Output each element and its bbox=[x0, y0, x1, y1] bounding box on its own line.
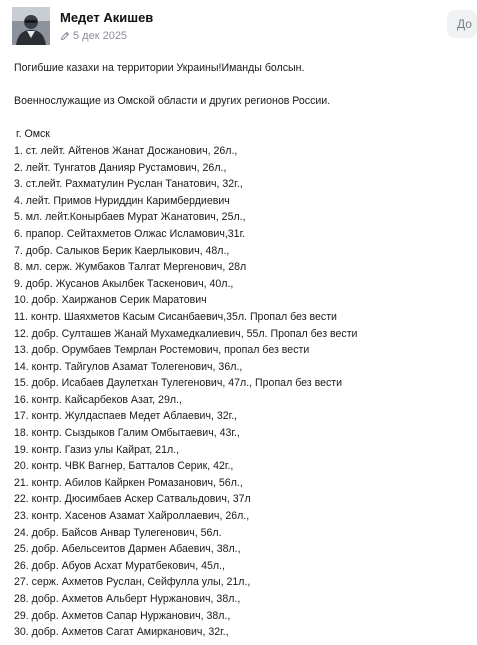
list-item: 15. добр. Исабаев Даулетхан Тулегенович, 47л., Пропал без вести bbox=[14, 377, 343, 390]
list-item: 29. добр. Ахметов Сапар Нуржанович, 38л., bbox=[14, 609, 231, 622]
list-item: 30. добр. Ахметов Сагат Амирканович, 32г., bbox=[14, 626, 229, 639]
list-item: 3. ст.лейт. Рахматулин Руслан Танатович, 32г., bbox=[14, 178, 243, 191]
list-item: 7. добр. Салыков Берик Каерлыкович, 48л., bbox=[14, 244, 230, 257]
paragraph-gap bbox=[14, 110, 464, 127]
list-item: 16. контр. Кайсарбеков Азат, 29л., bbox=[14, 393, 182, 406]
list-item: 4. лейт. Примов Нуриддин Каримбердиевич bbox=[14, 194, 230, 207]
list-item: 13. добр. Орумбаев Темрлан Ростемович, пропал без вести bbox=[14, 344, 310, 357]
avatar-image bbox=[12, 7, 50, 45]
list-item: 28. добр. Ахметов Альберт Нуржанович, 38л., bbox=[14, 593, 241, 605]
list-item: 8. мл. серж. Жумбаков Талгат Мергенович, 28л bbox=[14, 261, 247, 274]
list-item: 25. добр. Абельсеитов Дармен Абаевич, 38л., bbox=[14, 543, 241, 556]
author-block bbox=[60, 10, 153, 43]
list-item: 21. контр. Абилов Кайркен Ромазанович, 56л., bbox=[14, 476, 243, 489]
list-item: 20. контр. ЧВК Вагнер, Батталов Серик, 42г., bbox=[14, 460, 234, 473]
post-city: г. Омск bbox=[16, 128, 50, 141]
list-item: 22. контр. Дюсимбаев Аскер Сатвальдович, 37л bbox=[14, 493, 251, 506]
pencil-icon bbox=[60, 31, 70, 41]
list-item: 6. прапор. Сейтахметов Олжас Исламович,31г. bbox=[14, 227, 246, 240]
list-item: 2. лейт. Тунгатов Данияр Рустамович, 26л., bbox=[14, 161, 227, 174]
post-date bbox=[60, 29, 153, 43]
list-item: 26. добр. Абуов Асхат Муратбекович, 45л., bbox=[14, 559, 225, 572]
list-item: 1. ст. лейт. Айтенов Жанат Досжанович, 26л., bbox=[14, 144, 238, 157]
post-subtitle: Военнослужащие из Омской области и других регионов России. bbox=[14, 95, 331, 108]
list-item: 19. контр. Газиз улы Кайрат, 21л., bbox=[14, 443, 180, 456]
list-item: 5. мл. лейт.Конырбаев Мурат Жанатович, 25л., bbox=[14, 211, 246, 224]
post-header bbox=[12, 6, 153, 46]
list-item: 14. контр. Тайгулов Азамат Толегенович, 36л., bbox=[14, 360, 243, 373]
post-content bbox=[14, 60, 464, 641]
paragraph-gap bbox=[14, 77, 464, 94]
avatar[interactable] bbox=[12, 7, 50, 45]
list-item: 11. контр. Шаяхметов Касым Сисанбаевич,35л. Пропал без вести bbox=[14, 310, 337, 323]
list-item: 9. добр. Жусанов Акылбек Таскенович, 40л., bbox=[14, 277, 234, 290]
list-item: 18. контр. Сыздыков Галим Омбытаевич, 43г., bbox=[14, 427, 240, 440]
list-item: 12. добр. Султашев Жанай Мухамедкалиевич, 55л. Пропал без вести bbox=[14, 327, 358, 340]
list-item: 10. добр. Хаиржанов Серик Маратович bbox=[14, 294, 207, 307]
post-headline: Погибшие казахи на территории Украины!Иманды болсын. bbox=[14, 62, 305, 74]
list-item: 17. контр. Жулдаспаев Медет Аблаевич, 32г., bbox=[14, 410, 238, 423]
list-item: 24. добр. Байсов Анвар Тулегенович, 56л. bbox=[14, 526, 222, 539]
author-name[interactable]: Медет Акишев bbox=[60, 9, 154, 25]
post-date-text: 5 дек 2025 bbox=[73, 29, 128, 42]
list-item: 23. контр. Хасенов Азамат Хайроллаевич, 26л., bbox=[14, 510, 250, 523]
list-item: 27. серж. Ахметов Руслан, Сейфулла улы, 21л., bbox=[14, 576, 251, 589]
more-button[interactable]: До bbox=[447, 10, 477, 38]
casualty-list bbox=[14, 143, 464, 641]
